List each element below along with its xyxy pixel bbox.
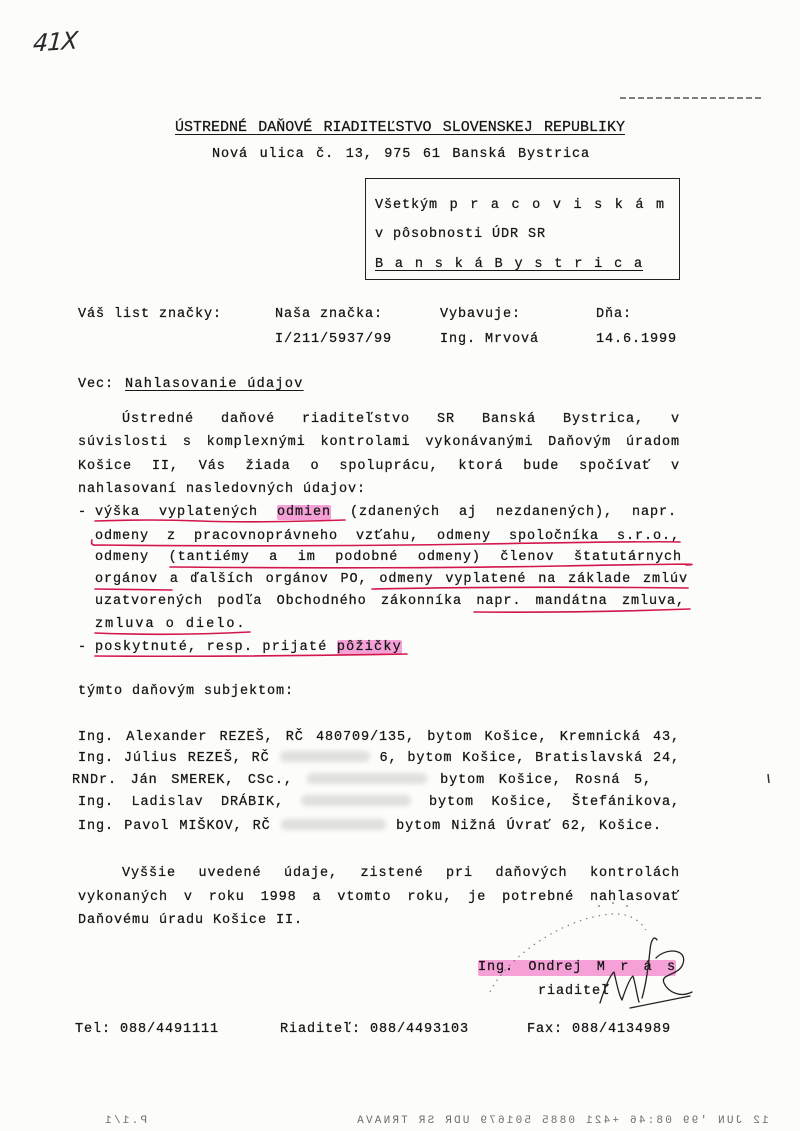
bullet-line xyxy=(95,505,677,521)
letterhead-address: Nová ulica č. 13, 975 61 Banská Bystrica xyxy=(212,147,590,162)
footer-fax: Fax: 088/4134989 xyxy=(527,1022,672,1037)
signatory-name: Ing. Ondrej M r á s xyxy=(478,960,676,975)
intro-line: nahlasovaní nasledovných údajov: xyxy=(78,482,367,497)
taxpayer-line xyxy=(78,795,680,811)
handled-by-value: Ing. Mrvová xyxy=(440,332,540,347)
highlighted-word: pôžičky xyxy=(336,640,402,655)
intro-line: Ústredné daňové riaditeľstvo SR Banská Bystrica, v xyxy=(122,412,680,427)
bullet-line xyxy=(95,640,402,656)
subject-label: Vec: xyxy=(78,377,115,392)
taxpayer-text: Ing. Ladislav DRÁBIK, xyxy=(78,795,284,810)
closing-line: Vyššie uvedené údaje, zistené pri daňových kontrolách xyxy=(122,866,680,881)
date-label: Dňa: xyxy=(596,307,633,322)
letterhead-title: ÚSTREDNÉ DAŇOVÉ RIADITEĽSTVO SLOVENSKEJ REPUBLIKY xyxy=(175,119,625,136)
taxpayer-text: bytom Košice, Štefánikova, xyxy=(428,795,680,810)
bullet-line: uzatvorených podľa Obchodného zákonníka napr. mandátna zmluva, xyxy=(95,594,685,609)
redacted-birth-number xyxy=(301,795,411,806)
red-underline xyxy=(95,589,172,590)
taxpayer-text: Ing. Alexander REZEŠ, RČ 480709/135, bytom Košice, Kremnická 43, xyxy=(78,730,680,745)
taxpayer-text: bytom Nižná Úvrať 62, Košice. xyxy=(396,819,662,834)
fax-header-mirrored: 12 JUN '99 08:46 +421 0885 501679 UDR SR TRNAVA xyxy=(355,1115,769,1127)
handled-by-label: Vybavuje: xyxy=(440,307,522,322)
signature-stroke xyxy=(630,996,690,1008)
recipient-line-3: B a n s k á B y s t r i c a xyxy=(375,257,643,272)
date-value: 14.6.1999 xyxy=(596,332,678,347)
taxpayer-text: 6, bytom Košice, Bratislavská 24, xyxy=(379,751,681,766)
our-reference-value: I/211/5937/99 xyxy=(275,332,393,347)
faint-pen-trace xyxy=(490,914,646,992)
bullet-line: odmeny (tantiémy a im podobné odmeny) členov štatutárnych xyxy=(95,550,682,565)
taxpayer-line xyxy=(78,730,680,746)
taxpayer-text: Ing. Pavol MIŠKOV, RČ xyxy=(78,819,271,834)
taxpayer-line xyxy=(72,773,652,789)
footer-director-phone: Riaditeľ: 088/4493103 xyxy=(280,1022,470,1037)
your-reference-label: Váš list značky: xyxy=(78,307,223,322)
recipient-line-1: Všetkým p r a c o v i s k á m xyxy=(375,198,665,213)
taxpayer-line xyxy=(78,819,662,835)
footer-telephone: Tel: 088/4491111 xyxy=(75,1022,220,1037)
signatory-role: riaditeľ xyxy=(538,984,611,999)
redacted-birth-number xyxy=(280,751,370,762)
bullet-line: zmluva o dielo. xyxy=(95,617,247,632)
handwritten-margin-note: 41X xyxy=(32,26,78,58)
redacted-birth-number xyxy=(307,773,427,784)
fax-page-counter-mirrored: P.1/1 xyxy=(103,1115,148,1127)
subject-text: Nahlasovanie údajov xyxy=(125,377,304,392)
intro-line: súvislosti s komplexnými kontrolami vykonávanými Daňovým úradom xyxy=(78,435,680,450)
bullet-dash: - xyxy=(78,505,88,520)
bullet-line: odmeny z pracovnoprávneho vzťahu, odmeny spoločníka s.r.o., xyxy=(95,529,680,544)
bullet-text: výška vyplatených xyxy=(95,505,277,520)
bullet-dash: - xyxy=(78,640,88,655)
closing-line: vykonaných v roku 1998 a vtomto roku, je potrebné nahlasovať xyxy=(78,890,680,905)
taxpayer-text: Ing. Július REZEŠ, RČ xyxy=(78,751,270,766)
intro-line: Košice II, Vás žiada o spoluprácu, ktorá bude spočívať v xyxy=(78,459,680,474)
our-reference-label: Naša značka: xyxy=(275,307,384,322)
bullet-text: poskytnuté, resp. prijaté xyxy=(95,640,337,655)
bullet-text: (zdanených aj nezdanených), napr. xyxy=(331,505,677,520)
subjects-label: týmto daňovým subjektom: xyxy=(78,684,295,699)
closing-line: Daňovému úradu Košice II. xyxy=(78,913,304,928)
taxpayer-line xyxy=(78,751,680,767)
highlighted-word: odmien xyxy=(277,505,332,520)
recipient-line-2: v pôsobnosti ÚDR SR xyxy=(375,227,547,242)
bullet-line: orgánov a ďalších orgánov PO, odmeny vyplatené na základe zmlúv xyxy=(95,572,688,587)
redacted-birth-number xyxy=(281,819,386,830)
stray-mark xyxy=(768,774,769,783)
taxpayer-text: bytom Košice, Rosná 5, xyxy=(440,773,652,788)
taxpayer-text: RNDr. Ján SMEREK, CSc., xyxy=(72,773,293,788)
